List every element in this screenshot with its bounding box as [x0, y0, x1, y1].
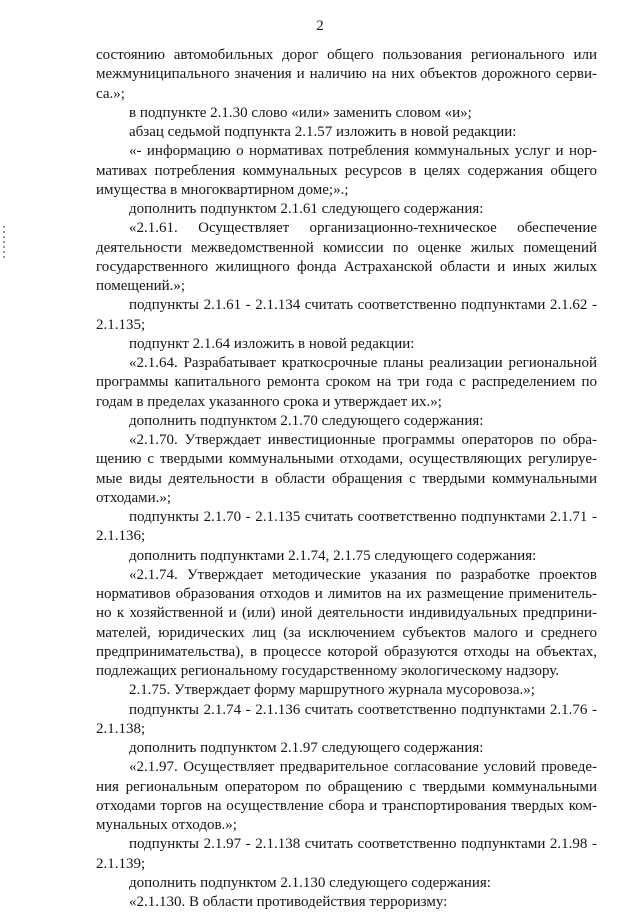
text-line: «2.1.61. Осуществляет организационно-техническое обеспечение	[129, 220, 597, 237]
text-line: мунальных отходов.»;	[96, 817, 237, 833]
text-line: в подпункте 2.1.30 слово «или» заменить словом «и»;	[129, 104, 472, 121]
text-line: «2.1.74. Утверждает методические указания по разработке проектов	[129, 566, 597, 583]
text-line: но к хозяйственной и (или) иной деятельности индивидуальных предприни-	[96, 605, 597, 622]
text-line: абзац седьмой подпункта 2.1.57 изложить в новой редакции:	[129, 124, 517, 140]
page-number: 2	[316, 18, 324, 34]
text-line: мые виды деятельности в области обращения с твердыми коммунальными	[96, 470, 597, 487]
text-line: дополнить подпунктом 2.1.70 следующего содержания:	[129, 412, 484, 429]
text-line: дополнить подпунктом 2.1.61 следующего содержания:	[129, 201, 484, 217]
text-line: 2.1.135;	[96, 316, 146, 333]
text-line: имущества в многоквартирном доме;».;	[96, 181, 349, 198]
text-line: дополнить подпунктом 2.1.97 следующего содержания:	[129, 740, 484, 756]
text-line: 2.1.139;	[96, 855, 146, 872]
text-line: помещений.»;	[96, 278, 186, 294]
text-line: «- информацию о нормативах потребления коммунальных услуг и нор-	[129, 143, 597, 160]
text-line: ния региональным оператором по обращению с твердыми коммунальными	[96, 778, 597, 795]
text-line: «2.1.97. Осуществляет предварительное согласование условий проведе-	[129, 759, 597, 776]
text-line: дополнить подпунктами 2.1.74, 2.1.75 следующего содержания:	[129, 547, 537, 564]
text-line: отходами торгов на осуществление сбора и транспортирования твердых ком-	[96, 797, 597, 814]
text-line: «2.1.70. Утверждает инвестиционные программы операторов по обра-	[129, 432, 597, 448]
text-line: подпункты 2.1.97 - 2.1.138 считать соответственно подпунктами 2.1.98 -	[129, 836, 597, 853]
text-line: дополнить подпунктом 2.1.130 следующего содержания:	[129, 874, 491, 891]
text-line: 2.1.75. Утверждает форму маршрутного журнала мусоровоза.»;	[129, 682, 535, 699]
text-line: нормативов образования отходов и лимитов на их размещение применитель-	[96, 586, 597, 602]
text-line: подпункты 2.1.70 - 2.1.135 считать соответственно подпунктами 2.1.71 -	[129, 509, 597, 525]
text-line: межмуниципального значения и наличию на них объектов дорожного серви-	[96, 66, 597, 83]
text-line: государственного жилищного фонда Астраханской области и иных жилых	[96, 258, 597, 275]
text-line: «2.1.64. Разрабатывает краткосрочные планы реализации региональной	[129, 355, 597, 371]
margin-scan-mark	[3, 226, 5, 260]
text-line: «2.1.130. В области противодействия терроризму:	[129, 894, 448, 910]
text-line: 2.1.136;	[96, 528, 146, 545]
text-line: отходами.»;	[96, 489, 172, 506]
text-line: деятельности межведомственной комиссии по оценке жилых помещений	[96, 239, 597, 256]
text-line: состоянию автомобильных дорог общего пользования регионального или	[96, 47, 597, 63]
text-line: щению с твердыми коммунальными отходами, осуществляющих регулируе-	[96, 451, 597, 468]
text-line: са.»;	[96, 85, 125, 102]
text-line: предпринимательства), в процессе которой образуются отходы на объектах,	[96, 643, 597, 660]
text-line: подлежащих региональному государственному экологическому надзору.	[96, 663, 560, 679]
text-line: подпункт 2.1.64 изложить в новой редакции:	[129, 335, 415, 352]
text-line: годам в пределах указанного срока и утверждает их.»;	[96, 393, 442, 410]
text-line: подпункты 2.1.74 - 2.1.136 считать соответственно подпунктами 2.1.76 -	[129, 701, 597, 718]
text-line: мативах потребления коммунальных ресурсов в целях содержания общего	[96, 162, 597, 179]
text-line: мателей, юридических лиц (за исключением субъектов малого и среднего	[96, 624, 597, 641]
text-line: 2.1.138;	[96, 720, 146, 737]
text-line: подпункты 2.1.61 - 2.1.134 считать соответственно подпунктами 2.1.62 -	[129, 297, 597, 314]
text-line: программы капитального ремонта сроком на три года с распределением по	[96, 374, 597, 391]
